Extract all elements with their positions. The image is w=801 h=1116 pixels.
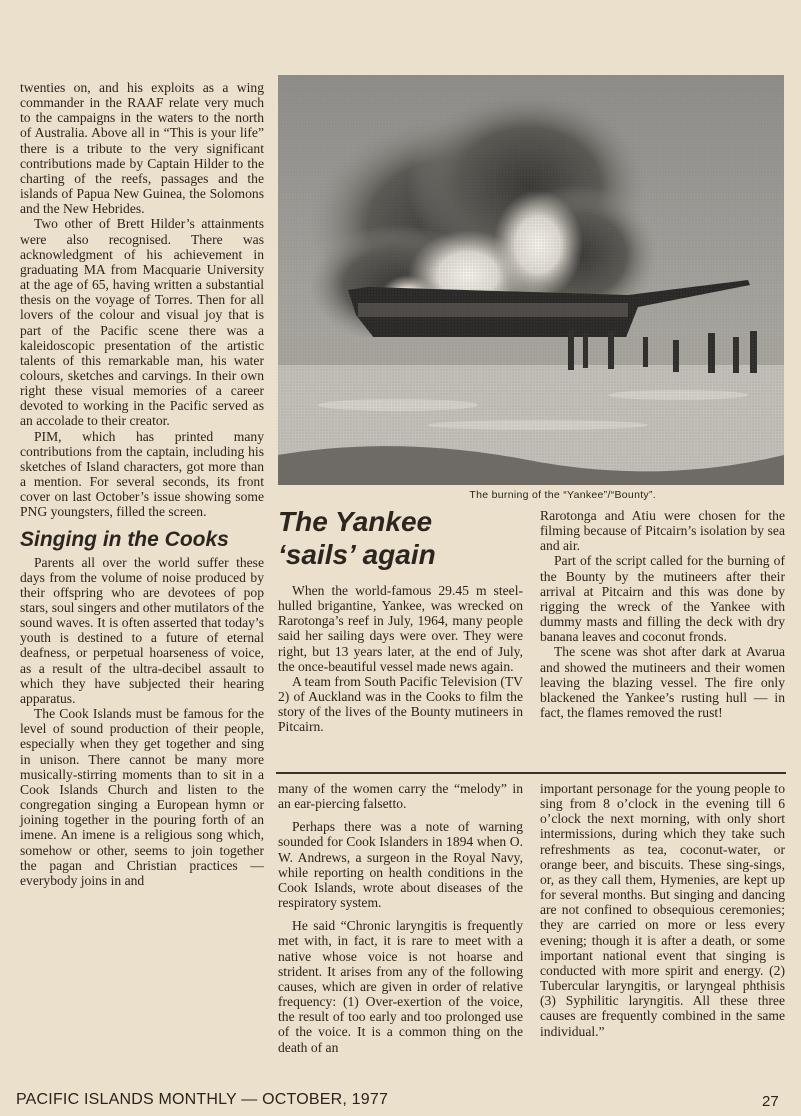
heading-line: ‘sails’ again [278,539,436,570]
heading-line: The Yankee [278,506,433,537]
paragraph: When the world-famous 29.45 m steel-hulled brigantine, Yankee, was wrecked on Rarotonga’s reef in July, 1964, many people said her sailing days were over. They were right, but 13 years later, at the end of July, the once-beautiful vessel made news again. [278,583,523,674]
publication-footer: PACIFIC ISLANDS MONTHLY — OCTOBER, 1977 [16,1091,389,1108]
photo-caption: The burning of the “Yankee”/“Bounty”. [469,489,656,501]
article-heading-singing: Singing in the Cooks [20,527,229,551]
paragraph: The scene was shot after dark at Avarua and showed the mutineers and their women leaving the blazing vessel. The fire only blackened the Yankee’s rusting hull — in fact, the flames removed the rust! [540,644,785,721]
paragraph: important personage for the young people to sing from 8 o’clock in the evening till 6 o’clock the next morning, with only short intermissions, during which they take such refreshments as tea, coconut-water, or orange beer, and biscuits. These sing-sings, or, as they call them, Hymenies, are kept up for several months. But singing and dancing are not confined to obsequious ceremonies; they are carried on more or less every evening; though it is after a death, or some important national event that singing is conducted with more spirit and energy. (2) Tubercular laryngitis, or laryngeal phthisis (3) Syphilitic laryngitis. All these three causes are frequently combined in the same individual.” [540,781,785,1039]
paragraph: A team from South Pacific Television (TV 2) of Auckland was in the Cooks to film the story of the lives of the Bounty mutineers in Pitcairn. [278,673,523,735]
paragraph: Two other of Brett Hilder’s attainments were also recognised. There was acknowledgment of his achievement in graduating MA from Macquarie University at the age of 65, having written a substantial thesis on the voyage of Torres. Then for all lovers of the colour and visual joy that is part of the Pacific scene there was a kaleidoscopic presentation of the artistic talents of this remarkable man, his water colours, sketches and carvings. In their own right these visual memories of a career devoted to working in the Pacific served as an accolade to their creator. [20,216,264,429]
article-heading-yankee [278,505,523,571]
paragraph: Perhaps there was a note of warning sounded for Cook Islanders in 1894 when O. W. Andrews, a surgeon in the Royal Navy, while reporting on health conditions in the Cook Islands, wrote about diseases of the respiratory system. [278,819,523,911]
column-right-lower [540,781,785,1039]
paragraph: He said “Chronic laryngitis is frequently met with, in fact, it is rare to meet with a native whose voice is not hoarse and strident. It arises from any of the following causes, which are given in order of relative frequency: (1) Over-exertion of the voice, the result of too early and too prolonged use of the voice. It is a common thing on the death of an [278,918,523,1055]
column-middle-lower [278,781,523,1055]
paragraph: Parents all over the world suffer these days from the volume of noise produced by their offspring who are devotees of pop stars, soul singers and other mutilators of the sound waves. It is often asserted that today’s youth is destined to a future of eternal deafness, or perpetual hoarseness of voice, as a result of the ultra-decibel assault to which they have subjected their hearing apparatus. [20,554,264,706]
column-left [20,80,264,888]
section-divider [276,772,786,774]
paragraph: Part of the script called for the burning of the Bounty by the mutineers after their arrival at Pitcairn and this was done by rigging the wreck of the Yankee with dummy masts and filling the deck with dry banana leaves and coconut fronds. [540,553,785,645]
paragraph: Rarotonga and Atiu were chosen for the filming because of Pitcairn’s isolation by sea and air. [540,508,785,554]
page-number: 27 [762,1093,779,1110]
column-right-upper [540,508,785,720]
paragraph: many of the women carry the “melody” in an ear-piercing falsetto. [278,781,523,812]
paragraph: PIM, which has printed many contributions from the captain, including his sketches of Island characters, got more than a mention. For several seconds, its front cover on last October’s issue showing some PNG youngsters, filled the screen. [20,428,264,520]
column-middle-upper [278,583,523,735]
ship-burning-photo [278,75,784,485]
paragraph: twenties on, and his exploits as a wing commander in the RAAF relate very much to the campaigns in the waters to the north of Australia. Above all in “This is your life” there is a tribute to the very significant contributions made by Captain Hilder to the charting of the reefs, passages and the islands of Papua New Guinea, the Solomons and the New Hebrides. [20,80,264,217]
paragraph: The Cook Islands must be famous for the level of sound production of their people, especially when they get together and sing in unison. There cannot be many more musically-stirring moments than to sit in a Cook Islands Church and listen to the congregation singing a European hymn or joining together in the pouring forth of an imene. An imene is a religious song which, somehow or other, seems to join together the pagan and Christian practices — everybody joins in and [20,706,264,888]
